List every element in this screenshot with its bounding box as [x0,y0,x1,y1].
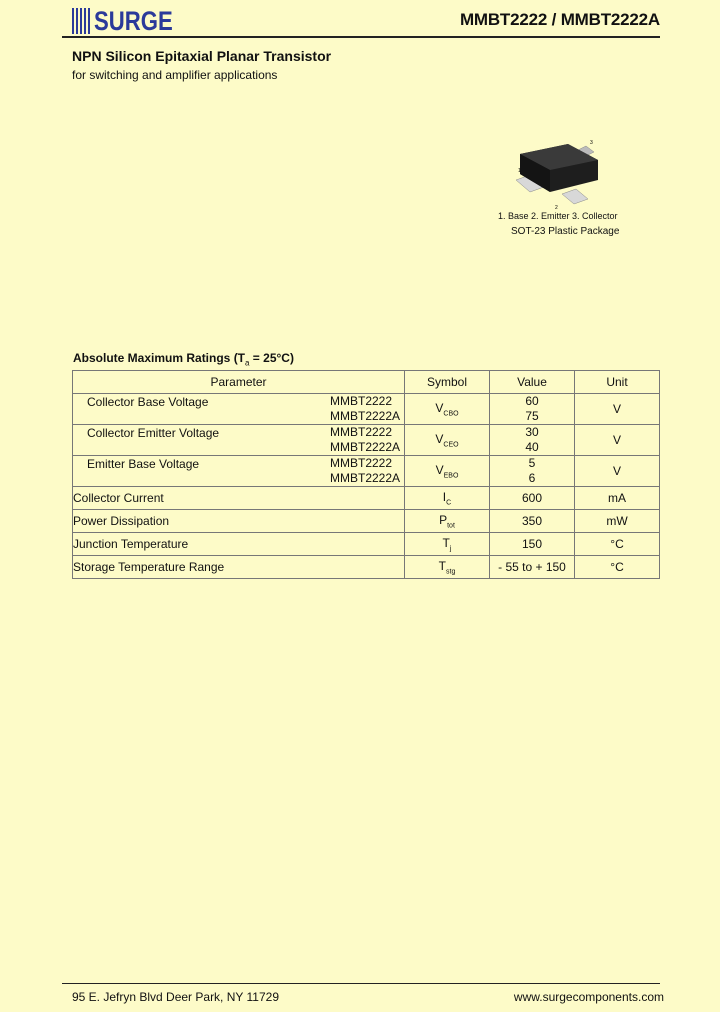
pin2-label: 2 [555,205,558,210]
header-rule [62,36,660,38]
pin3-label: 3 [590,140,593,146]
symbol-cell: $T_j$ [405,533,490,556]
absolute-max-ratings-table [72,370,660,579]
value-cell: 150 [490,533,575,556]
table-header-row [73,371,660,394]
symbol-cell: $V_{EBO}$ [405,456,490,487]
param-variant: MMBT2222A [330,440,401,454]
logo-text: SURGE [94,6,173,36]
page-subtitle: for switching and amplifier applications [72,68,278,82]
ratings-title: Absolute Maximum Ratings $(T_a = 25^\circ C)$ [73,351,294,368]
value-cell: - 55 to + 150 [490,556,575,579]
param-variant: MMBT2222 [330,425,393,439]
company-logo [72,6,190,36]
pin-legend: 1. Base 2. Emitter 3. Collector [498,211,618,221]
param-name: Power Dissipation [73,510,405,533]
unit-cell: V [575,425,660,456]
pin-emitter-lead [562,189,588,204]
logo-bars [72,8,92,34]
pin1-label: 1 [518,168,521,174]
value-cell: 350 [490,510,575,533]
header-unit: Unit [575,371,660,394]
unit-cell: mA [575,487,660,510]
unit-cell: °C [575,533,660,556]
unit-cell: V [575,456,660,487]
param-variant: MMBT2222A [330,409,401,423]
footer-rule [62,983,660,984]
symbol-cell: $T_{stg}$ [405,556,490,579]
header-value: Value [490,371,575,394]
table-row [73,556,660,579]
value-cell: 30 40 [490,425,575,456]
symbol-cell: $I_C$ [405,487,490,510]
value-cell: 60 75 [490,394,575,425]
page-title: NPN Silicon Epitaxial Planar Transistor [72,48,332,64]
value-cell: 5 6 [490,456,575,487]
table-row [73,456,660,487]
param-variant: MMBT2222A [330,471,401,485]
param-variant: MMBT2222 [330,394,393,408]
table-row [73,487,660,510]
param-name: Collector Emitter Voltage [87,426,220,440]
package-caption: SOT-23 Plastic Package [511,226,620,237]
param-name: Collector Base Voltage [87,395,209,409]
value-cell: 600 [490,487,575,510]
unit-cell: °C [575,556,660,579]
table-row [73,425,660,456]
sot23-package-image [500,136,620,210]
table-row [73,533,660,556]
footer-address: 95 E. Jefryn Blvd Deer Park, NY 11729 [72,990,279,1004]
symbol-cell: $V_{CEO}$ [405,425,490,456]
part-number-title: MMBT2222 / MMBT2222A [459,10,660,29]
symbol-cell: $P_{tot}$ [405,510,490,533]
header-symbol: Symbol [405,371,490,394]
header-parameter: Parameter [73,371,405,394]
param-name: Emitter Base Voltage [87,457,200,471]
param-name: Collector Current [73,487,405,510]
unit-cell: mW [575,510,660,533]
param-variant: MMBT2222 [330,456,393,470]
param-name: Storage Temperature Range [73,556,405,579]
table-row [73,510,660,533]
unit-cell: V [575,394,660,425]
table-row [73,394,660,425]
param-name: Junction Temperature [73,533,405,556]
footer-website-link[interactable]: www.surgecomponents.com [513,990,664,1004]
symbol-cell: $V_{CBO}$ [405,394,490,425]
